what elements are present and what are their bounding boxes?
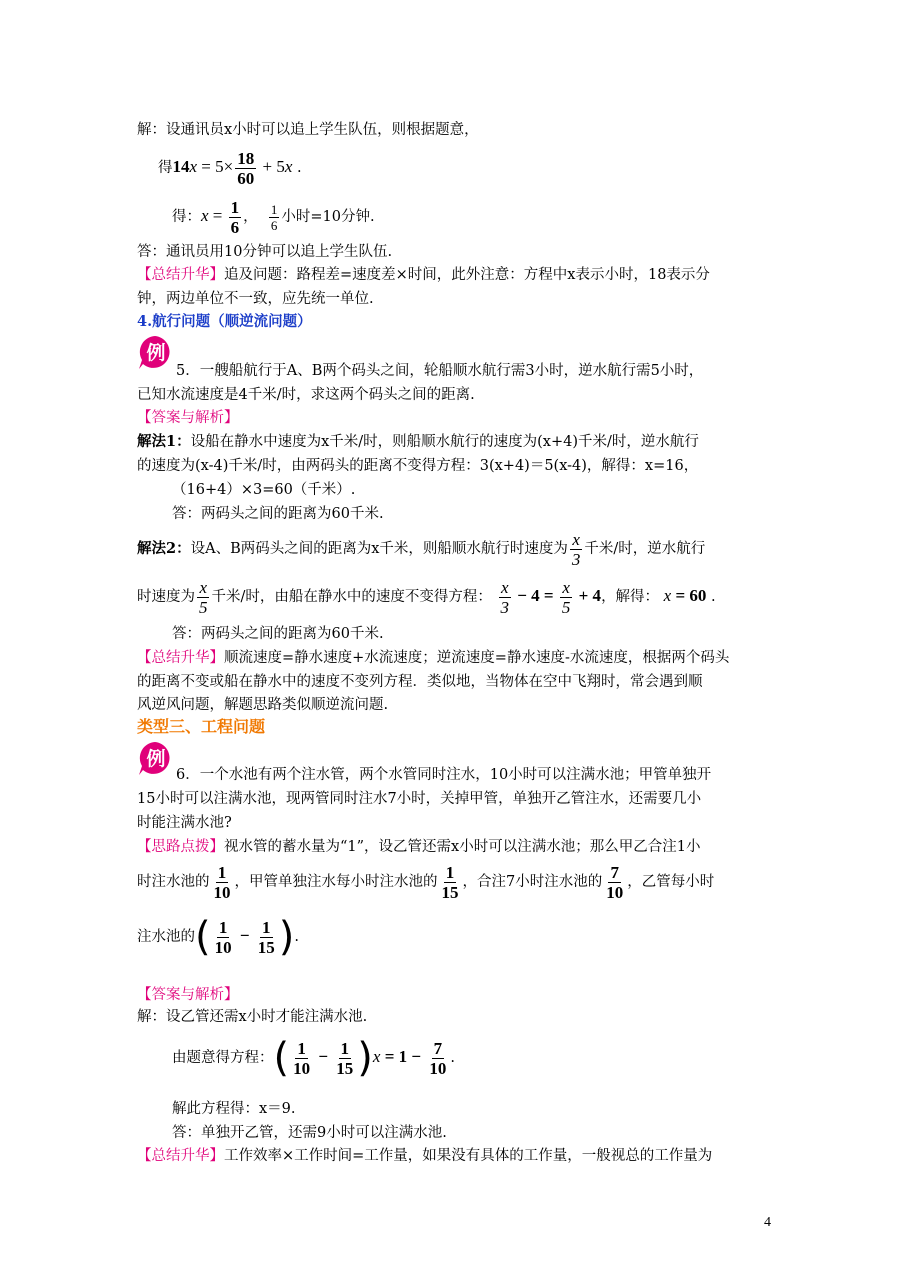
text-line: 答：单独开乙管，还需9小时可以注满水池.	[172, 1125, 447, 1141]
text-line: 时能注满水池?	[137, 815, 232, 831]
fraction-x-5: $\frac{x}{5}$	[561, 577, 571, 617]
text-line: 解：设通讯员x小时可以追上学生队伍，则根据题意，	[137, 122, 479, 138]
fraction-x-3: $\frac{x}{3}$	[500, 577, 509, 617]
fraction-1-10: $\frac{1}{10}$	[293, 1038, 311, 1078]
text-line: 15小时可以注满水池，现两管同时注水7小时，关掉甲管，单独开乙管注水，还需要几小	[137, 791, 702, 807]
text-line: 的速度为(x-4)千米/时，由两码头的距离不变得方程：3(x+4)＝5(x-4)，解得：x=16，	[137, 458, 699, 474]
equation-line: 由题意得方程：( $\frac{1}{10}$ − $\frac{1}{15}$ )x = 1 − $\frac{7}{10}$ .	[172, 1035, 455, 1081]
fraction-1-15: $\frac{1}{15}$	[441, 862, 459, 902]
equation-line: 得：x = $\frac{1}{6}$ ， $\frac{1}{6}$ 小时=10分钟.	[172, 197, 375, 237]
equation-line: 时速度为 $\frac{x}{5}$ 千米/时，由船在静水中的速度不变得方程： $\frac{x}{3}$ − 4 = $\frac{x}{5}$ + 4，解得： x = 60 .	[137, 577, 716, 617]
text-line: （16+4）×3=60（千米）.	[172, 482, 356, 498]
text-line: 时注水池的 $\frac{1}{10}$ ，甲管单独注水每小时注水池的 $\frac{1}{15}$ ，合注7小时注水池的 $\frac{7}{10}$ ，乙管每小时	[137, 862, 715, 902]
text-line: 已知水流速度是4千米/时，求这两个码头之间的距离.	[137, 387, 475, 403]
page-number: 4	[764, 1215, 771, 1230]
text-line: 解此方程得：x＝9.	[172, 1101, 296, 1117]
fraction-1-15: $\frac{1}{15}$	[336, 1038, 354, 1078]
text: 得	[158, 160, 173, 176]
text-line: 风逆风问题，解题思路类似顺逆流问题.	[137, 697, 389, 713]
fraction-7-10: $\frac{7}{10}$	[606, 862, 624, 902]
text-line: 答：通讯员用10分钟可以追上学生队伍.	[137, 244, 393, 260]
summary-line: 【总结升华】顺流速度=静水速度+水流速度；逆流速度=静水速度-水流速度，根据两个码头	[137, 650, 730, 666]
fraction-1-15: $\frac{1}{15}$	[257, 917, 275, 957]
example-badge-icon	[137, 334, 173, 370]
math-expression: 14x = 5× $\frac{18}{60}$ + 5x	[172, 148, 293, 188]
answer-tag: 【答案与解析】	[137, 987, 239, 1003]
fraction-1-10: $\frac{1}{10}$	[214, 917, 232, 957]
answer-tag: 【答案与解析】	[137, 410, 239, 426]
fraction-18-60: $\frac{18}{60}$	[237, 148, 255, 188]
text-line: 答：两码头之间的距离为60千米.	[172, 506, 384, 522]
section-heading: 类型三、工程问题	[137, 717, 266, 736]
text-line: 答：两码头之间的距离为60千米.	[172, 626, 384, 642]
text-line: 解法2：设A、B两码头之间的距离为x千米，则船顺水航行时速度为 $\frac{x}{3}$ 千米/时，逆水航行	[137, 529, 706, 569]
fraction-1-10: $\frac{1}{10}$	[213, 862, 231, 902]
summary-tag: 【总结升华】	[137, 267, 224, 283]
fraction-1-6-small: $\frac{1}{6}$	[270, 201, 278, 233]
example-badge-icon	[137, 740, 173, 776]
text-line: 解法1：设船在静水中速度为x千米/时，则船顺水航行的速度为(x+4)千米/时，逆水航行	[137, 433, 699, 450]
hint-line: 【思路点拨】视水管的蓄水量为“1”，设乙管还需x小时可以注满水池；那么甲乙合注1小	[137, 839, 701, 855]
equation-line: 注水池的( $\frac{1}{10}$ − $\frac{1}{15}$ ).	[137, 914, 300, 960]
fraction-1-6: $\frac{1}{6}$	[230, 197, 240, 237]
text-line: 的距离不变或船在静水中的速度不变列方程．类似地，当物体在空中飞翔时，常会遇到顺	[137, 674, 703, 690]
section-heading: 4.航行问题（顺逆流问题）	[137, 313, 312, 330]
summary-line: 【总结升华】工作效率×工作时间=工作量，如果没有具体的工作量，一般视总的工作量为	[137, 1148, 713, 1164]
fraction-x-5: $\frac{x}{5}$	[199, 577, 208, 617]
text-line: 5．一艘船航行于A、B两个码头之间，轮船顺水航行需3小时，逆水航行需5小时，	[176, 363, 704, 379]
summary-line: 【总结升华】追及问题：路程差=速度差×时间，此外注意：方程中x表示小时，18表示分	[137, 267, 710, 283]
svg-text:例: 例	[146, 748, 166, 770]
fraction-x-3: $\frac{x}{3}$	[571, 529, 581, 569]
fraction-7-10: $\frac{7}{10}$	[429, 1038, 447, 1078]
svg-text:例: 例	[146, 342, 166, 364]
text-line: 解：设乙管还需x小时才能注满水池.	[137, 1009, 368, 1025]
equation-line: 得14x = 5× $\frac{18}{60}$ + 5x .	[158, 148, 302, 188]
text-line: 钟，两边单位不一致，应先统一单位.	[137, 291, 374, 307]
text-line: 6．一个水池有两个注水管，两个水管同时注水，10小时可以注满水池；甲管单独开	[176, 767, 712, 783]
